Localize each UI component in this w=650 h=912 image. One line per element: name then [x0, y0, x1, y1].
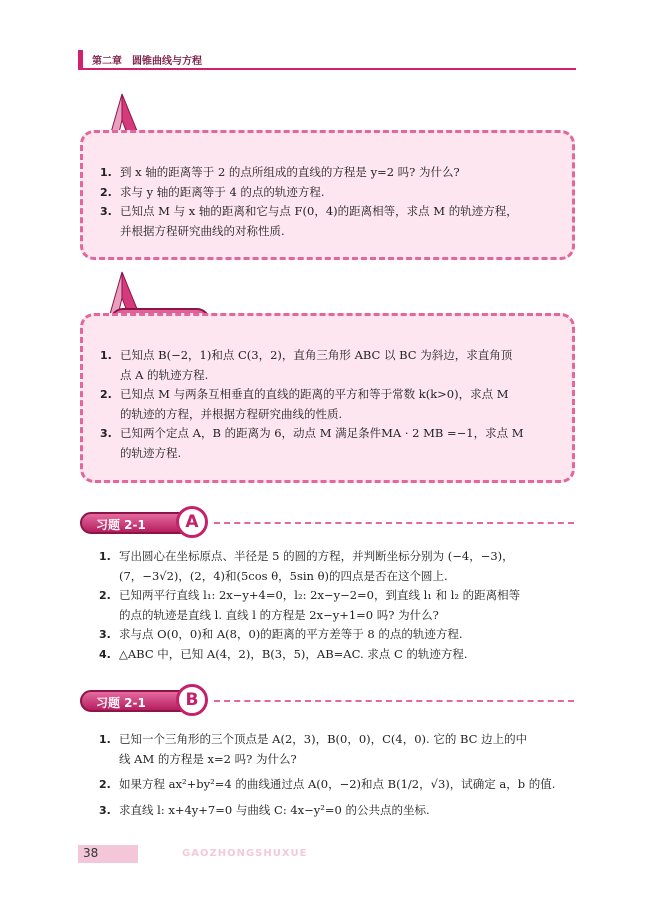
list-item: 3. 已知两个定点 A，B 的距离为 6，动点 M 满足条件MA · 2 MB =−1，求点 M — [100, 426, 524, 441]
list-item-continued: 点 A 的轨迹方程. — [120, 367, 209, 382]
homework-b-list — [99, 730, 569, 820]
page-number: 38 — [83, 846, 99, 860]
list-item: 1. 已知一个三角形的三个顶点是 A(2，3)，B(0，0)，C(4，0). 它的 BC 边上的中 — [99, 732, 528, 746]
list-item: 1. 到 x 轴的距离等于 2 的点所组成的直线的方程是 y=2 吗? 为什么? — [100, 165, 460, 179]
homework-b-header — [80, 684, 575, 714]
list-item: 3. 求直线 l: x+4y+7=0 与曲线 C: 4x−y²=0 的公共点的坐标. — [99, 802, 430, 817]
header-accent — [78, 50, 83, 68]
exercise-a-box — [80, 130, 575, 260]
page-number-box — [78, 845, 138, 863]
homework-a-title: 习题 2-1 — [96, 518, 146, 532]
list-item: 4. △ABC 中，已知 A(4，2)，B(3，5)，AB=AC. 求点 C 的轨迹方程. — [99, 646, 468, 661]
list-item-continued: 并根据方程研究曲线的对称性质. — [120, 223, 285, 238]
list-item: 3. 已知点 M 与 x 轴的距离和它与点 F(0，4)的距离相等，求点 M 的轨迹方程， — [100, 204, 518, 219]
homework-b-divider — [214, 700, 574, 702]
exercise-b-box — [80, 313, 575, 483]
list-item: 1. 写出圆心在坐标原点、半径是 5 的圆的方程，并判断坐标分别为 (−4，−3)， — [99, 549, 514, 563]
page-footer — [78, 845, 576, 865]
list-item: 2. 求与 y 轴的距离等于 4 的点的轨迹方程. — [100, 184, 325, 199]
homework-b-level: B — [176, 684, 208, 716]
homework-a-header — [80, 506, 575, 536]
list-item: 3. 求与点 O(0，0)和 A(8，0)的距离的平方差等于 8 的点的轨迹方程. — [99, 627, 463, 642]
exercise-a-list — [100, 163, 550, 241]
homework-a-list — [99, 547, 569, 665]
chapter-title: 第二章 圆锥曲线与方程 — [92, 56, 202, 67]
homework-a-divider — [214, 522, 574, 524]
chapter-header — [78, 47, 576, 69]
list-item-continued: 的点的轨迹是直线 l. 直线 l 的方程是 2x−y+1=0 吗? 为什么? — [119, 607, 439, 622]
list-item-continued: 的轨迹方程. — [120, 445, 182, 460]
list-item: 2. 如果方程 ax²+by²=4 的曲线通过点 A(0，−2)和点 B(1/2，√3)，试确定 a，b 的值. — [99, 777, 556, 792]
list-item-continued: (7，−3√2)，(2，4)和(5cos θ，5sin θ)的四点是否在这个圆上. — [119, 568, 448, 583]
header-rule — [78, 68, 576, 70]
homework-a-level: A — [176, 506, 208, 538]
list-item: 1. 已知点 B(−2，1)和点 C(3，2)，直角三角形 ABC 以 BC 为斜边，求直角顶 — [100, 348, 513, 362]
list-item: 2. 已知点 M 与两条互相垂直的直线的距离的平方和等于常数 k(k>0)，求点 M — [100, 387, 509, 402]
list-item-continued: 的轨迹的方程，并根据方程研究曲线的性质. — [120, 406, 343, 421]
footer-watermark: GAOZHONGSHUXUE — [182, 848, 308, 859]
exercise-b-list — [100, 346, 550, 464]
list-item: 2. 已知两平行直线 l₁: 2x−y+4=0，l₂: 2x−y−2=0，到直线 l₁ 和 l₂ 的距离相等 — [99, 588, 521, 603]
list-item-continued: 线 AM 的方程是 x=2 吗? 为什么? — [119, 751, 297, 766]
homework-b-title: 习题 2-1 — [96, 696, 146, 710]
